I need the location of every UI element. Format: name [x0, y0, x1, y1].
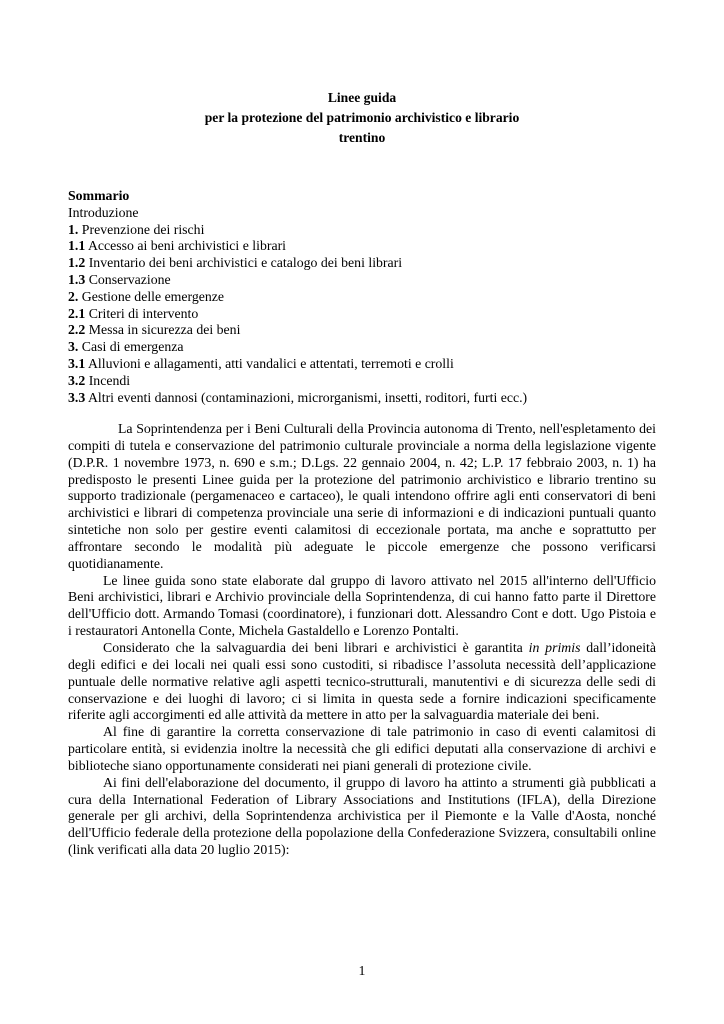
toc-item: 1. Prevenzione dei rischi — [68, 221, 205, 237]
toc-item: 3.3 Altri eventi dannosi (contaminazioni, microrganismi, insetti, roditori, furti ecc.) — [68, 389, 528, 405]
title-line-3: trentino — [338, 130, 386, 145]
toc-item: 3.1 Alluvioni e allagamenti, atti vandalici e attentati, terremoti e crolli — [68, 355, 454, 371]
paragraph-intro: La Soprintendenza per i Beni Culturali della Provincia autonoma di Trento, nell'espletamento dei compiti di tutela e conservazione del patrimonio culturale provinciale a norma della legislazione vigente (D.P.R. 1 novembre 1973, n. 690 e s.m.; D.Lgs. 22 gennaio 2004, n. 42; L.P. 17 febbraio 2003, n. 1) ha predisposto le presenti Linee guida per la protezione del patrimonio archivistico e librario trentino su supporto tradizionale (pergamenaceo e cartaceo), le quali intendono offrire agli enti conservatori di beni archivistici e librari di competenza provinciale una serie di informazioni e di indicazioni puntuali quanto sintetiche non solo per gestire eventi calamitosi di eccezionale portata, ma anche e soprattutto per affrontare secondo le modalità più adeguate le piccole emergenze che possono verificarsi quotidianamente. — [68, 421, 656, 571]
toc-item: 2. Gestione delle emergenze — [68, 288, 225, 304]
paragraph-safeguarding: Considerato che la salvaguardia dei beni librari e archivistici è garantita in primis dall’idoneità degli edifici e dei locali nei quali essi sono custoditi, si ribadisce l’assoluta necessità dell’applicazione puntuale delle normative relative agli aspetti tecnico-strutturali, manutentivi e di sicurezza delle sedi di conservazione e dei luoghi di lavoro; ci si limita in questa sede a fornire indicazioni specificamente riferite agli accorgimenti ed alle attività da mettere in atto per la salvaguardia materiale dei beni. — [68, 639, 656, 723]
document-body — [68, 421, 656, 859]
toc-item: 2.2 Messa in sicurezza dei beni — [68, 322, 241, 338]
title-line-1: Linee guida — [327, 90, 397, 105]
paragraph-sources: Ai fini dell'elaborazione del documento, il gruppo di lavoro ha attinto a strumenti già pubblicati a cura della International Federation of Library Associations and Institutions (IFLA), della Direzione generale per gli archivi, della Soprintendenza archivistica per il Piemonte e la Valle d'Aosta, nonché dell'Ufficio federale della protezione della popolazione della Confederazione Svizzera, consultabili online (link verificati alla data 20 luglio 2015): — [68, 774, 656, 858]
toc-item: 1.2 Inventario dei beni archivistici e catalogo dei beni librari — [68, 255, 403, 271]
toc-item: Introduzione — [68, 204, 139, 220]
toc-item: 1.3 Conservazione — [68, 271, 171, 287]
paragraph-civil-protection: Al fine di garantire la corretta conservazione di tale patrimonio in caso di eventi calamitosi di particolare entità, si evidenzia inoltre la necessità che gli edifici deputati alla conservazione di archivi e biblioteche siano opportunamente considerati nei piani generali di protezione civile. — [68, 724, 656, 773]
table-of-contents — [68, 188, 668, 406]
toc-item: 2.1 Criteri di intervento — [68, 305, 199, 321]
toc-item: 1.1 Accesso ai beni archivistici e librari — [68, 238, 286, 254]
page-number: 1 — [358, 963, 366, 978]
title-line-2: per la protezione del patrimonio archivistico e librario — [204, 110, 520, 125]
paragraph-working-group: Le linee guida sono state elaborate dal gruppo di lavoro attivato nel 2015 all'interno dell'Ufficio Beni archivistici, librari e Archivio provinciale della Soprintendenza, di cui hanno fatto parte il Direttore dell'Ufficio dott. Armando Tomasi (coordinatore), i funzionari dott. Alessandro Cont e dott. Ugo Pistoia e i restauratori Antonella Conte, Michela Gastaldello e Lorenzo Pontalti. — [68, 572, 656, 639]
document-title — [0, 88, 724, 148]
toc-item: 3.2 Incendi — [68, 372, 131, 388]
toc-item: 3. Casi di emergenza — [68, 339, 184, 355]
toc-heading: Sommario — [68, 188, 130, 203]
